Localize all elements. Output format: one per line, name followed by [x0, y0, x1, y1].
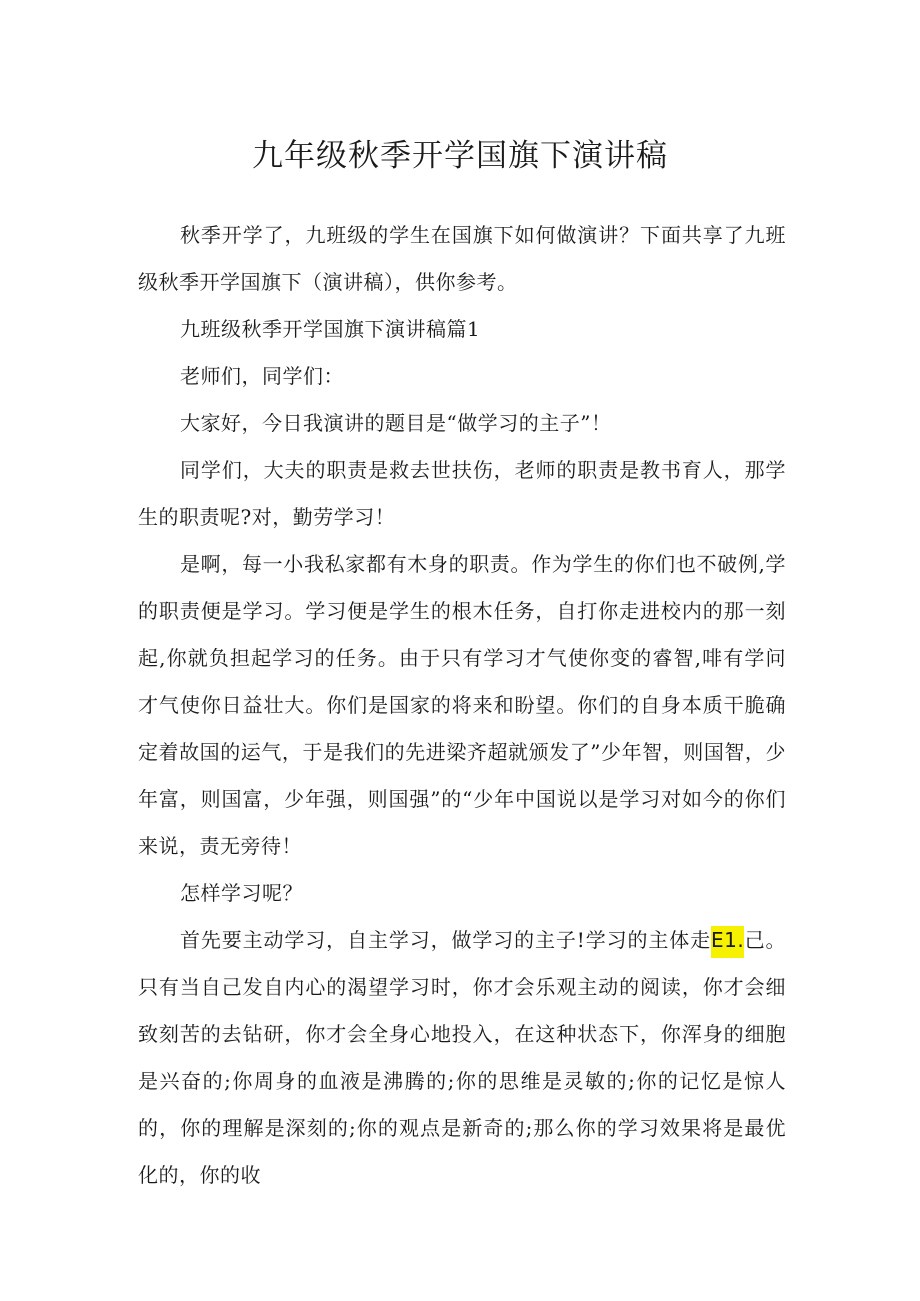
paragraph-intro: 秋季开学了，九班级的学生在国旗下如何做演讲？下面共享了九班级秋季开学国旗下（演讲稿），供你参考。: [138, 223, 786, 294]
paragraph-text-before: 首先要主动学习，自主学习，做学习的主子!学习的主体走: [180, 928, 712, 952]
paragraph-study: 是啊，每一小我私家都有木身的职责。作为学生的你们也不破例,学的职责便是学习。学习便是学生的根木任务，自打你走进校内的那一刻起,你就负担起学习的任务。由于只有学习才气使你变的睿智,啡有学问才气使你日益壮大。你们是国家的将来和盼望。你们的自身本质干脆确定着故国的运气，于是我们的先进梁齐超就颁发了”少年智，则国智，少年富，则国富，少年强，则国强”的“少年中国说以是学习对如今的你们来说，责无旁待！: [138, 552, 786, 858]
document-body: [138, 212, 786, 1199]
paragraph-question: 怎样学习呢？: [180, 881, 303, 905]
paragraph-heading: 九班级秋季开学国旗下演讲稿篇1: [180, 317, 481, 341]
paragraph-duty: 同学们，大夫的职责是救去世扶伤，老师的职责是教书育人，那学生的职责呢?对，勤劳学习！: [138, 458, 786, 529]
paragraph-salutation: 老师们，同学们：: [180, 364, 344, 388]
paragraph-greeting: 大家好，今日我演讲的题目是“做学习的主子”！: [180, 411, 612, 435]
page-title: 九年级秋季开学国旗下演讲稿: [252, 138, 668, 174]
highlighted-text: E1.: [711, 926, 744, 958]
paragraph-active-learning: [138, 917, 786, 1199]
paragraph-text-after: 己。只有当自己发自内心的渴望学习时，你才会乐观主动的阅读，你才会细致刻苦的去钻研，你才会全身心地投入，在这种状态下，你浑身的细胞是兴奋的;你周身的血液是沸腾的;你的思维是灵敏的;你的记忆是惊人的，你的理解是深刻的;你的观点是新奇的;那么你的学习效果将是最优化的，你的收: [138, 928, 787, 1187]
